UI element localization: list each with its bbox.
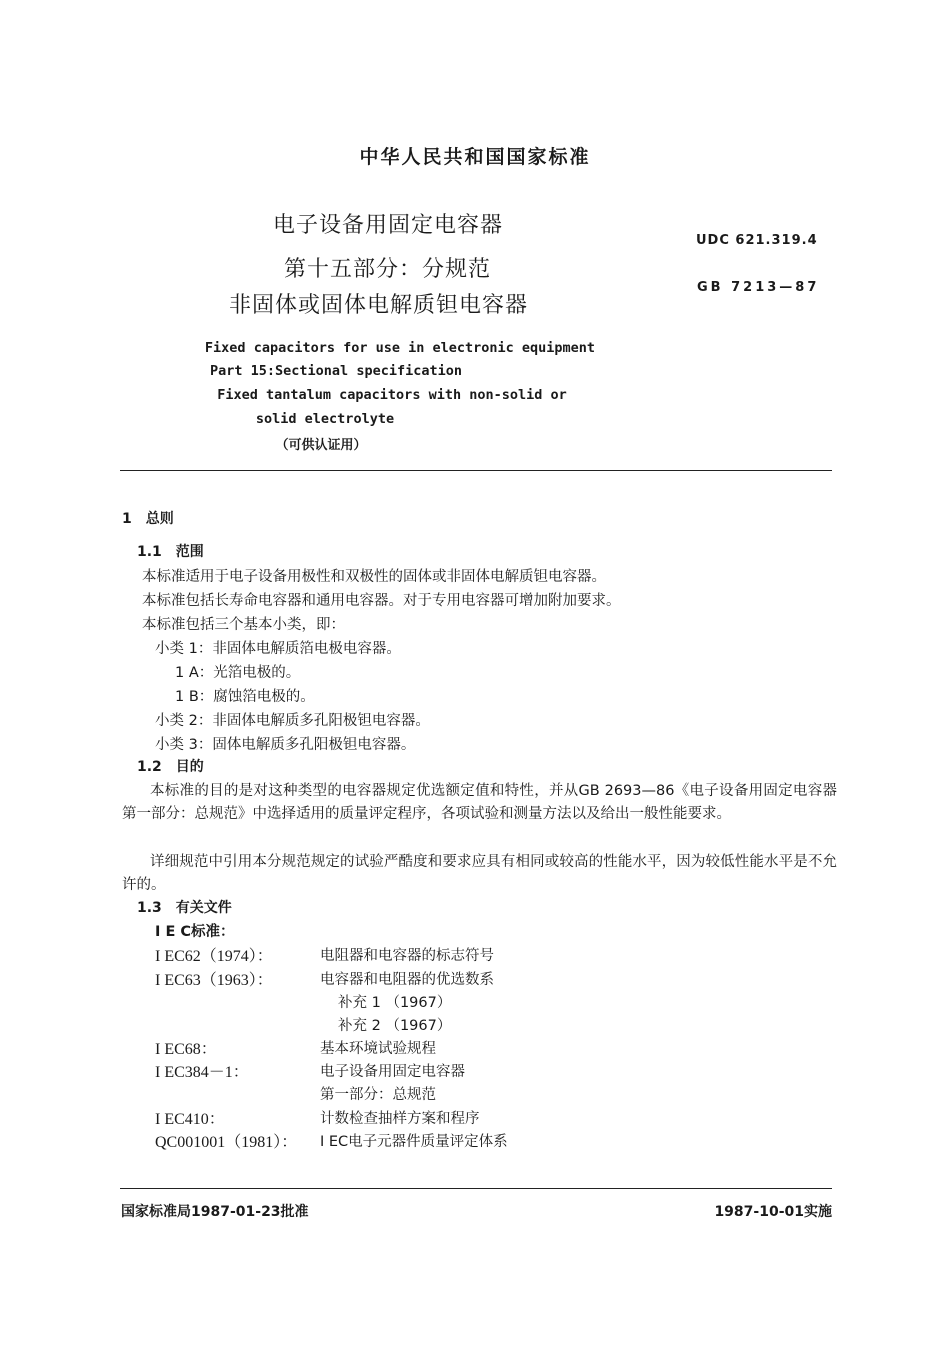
subclass-1b: 1 B：腐蚀箔电极的。	[175, 689, 315, 705]
title-line-1: 电子设备用固定电容器	[273, 213, 504, 238]
subclass-1: 小类 1：非固体电解质箔电极电容器。	[155, 641, 401, 657]
ref-desc-qc001001: I EC电子元器件质量评定体系	[320, 1134, 508, 1150]
ref-desc-iec63-supplement-1: 补充 1 （1967）	[338, 995, 452, 1011]
english-title-line-2: Part 15:Sectional specification	[210, 363, 462, 379]
ref-desc-iec384-1: 电子设备用固定电容器	[320, 1064, 465, 1080]
ref-desc-iec384-1-part1: 第一部分：总规范	[320, 1087, 436, 1103]
scope-line-1: 本标准适用于电子设备用极性和双极性的固体或非固体电解质钽电容器。	[142, 569, 606, 585]
scope-line-3: 本标准包括三个基本小类，即：	[142, 617, 345, 633]
ref-code-iec68: I EC68：	[155, 1041, 217, 1058]
title-line-3: 非固体或固体电解质钽电容器	[229, 293, 529, 318]
subclass-3: 小类 3：固体电解质多孔阳极钽电容器。	[155, 737, 416, 753]
scope-line-2: 本标准包括长寿命电容器和通用电容器。对于专用电容器可增加附加要求。	[142, 593, 621, 609]
ref-desc-iec63-supplement-2: 补充 2 （1967）	[338, 1018, 452, 1034]
purpose-paragraph-1: 本标准的目的是对这种类型的电容器规定优选额定值和特性，并从GB 2693—86《电子设备用固定电容器 第一部分：总规范》中选择适用的质量评定程序，各项试验和测量方法以及给出一般性能要求。	[122, 783, 852, 822]
ref-desc-iec62: 电阻器和电容器的标志符号	[320, 948, 494, 964]
header-divider	[120, 470, 832, 471]
section-1-2-heading: 1.2 目的	[137, 759, 204, 775]
purpose-paragraph-2: 详细规范中引用本分规范规定的试验严酷度和要求应具有相同或较高的性能水平，因为较低性能水平是不允许的。	[122, 854, 837, 893]
ref-code-iec384-1: I EC384－1：	[155, 1064, 249, 1081]
title-line-2: 第十五部分：分规范	[284, 257, 492, 282]
ref-desc-iec63: 电容器和电阻器的优选数系	[320, 972, 494, 988]
english-title-line-1: Fixed capacitors for use in electronic equipment	[204, 340, 596, 356]
section-1-3-heading: 1.3 有关文件	[137, 900, 232, 916]
subclass-2: 小类 2：非固体电解质多孔阳极钽电容器。	[155, 713, 430, 729]
footer-divider	[120, 1188, 832, 1189]
gb-code: GB 7213—87	[697, 280, 820, 295]
ref-code-iec410: I EC410：	[155, 1111, 225, 1128]
ref-desc-iec410: 计数检查抽样方案和程序	[320, 1111, 480, 1127]
subclass-1a: 1 A：光箔电极的。	[175, 665, 301, 681]
approval-date: 国家标准局1987-01-23批准	[121, 1204, 309, 1220]
certification-note: （可供认证用）	[275, 438, 367, 453]
effective-date: 1987-10-01实施	[714, 1204, 832, 1220]
english-title-line-3: Fixed tantalum capacitors with non-solid or	[217, 387, 567, 403]
ref-code-iec63: I EC63（1963）：	[155, 972, 273, 989]
udc-code: UDC 621.319.4	[696, 233, 818, 248]
section-1-heading: 1 总则	[122, 511, 174, 527]
ref-code-iec62: I EC62（1974）：	[155, 948, 273, 965]
national-standard-heading: 中华人民共和国国家标准	[359, 146, 591, 168]
ref-code-qc001001: QC001001（1981）：	[155, 1134, 298, 1151]
iec-standard-label: I E C标准：	[155, 924, 235, 940]
english-title-line-4: solid electrolyte	[255, 411, 395, 427]
ref-desc-iec68: 基本环境试验规程	[320, 1041, 436, 1057]
section-1-1-heading: 1.1 范围	[137, 544, 204, 560]
